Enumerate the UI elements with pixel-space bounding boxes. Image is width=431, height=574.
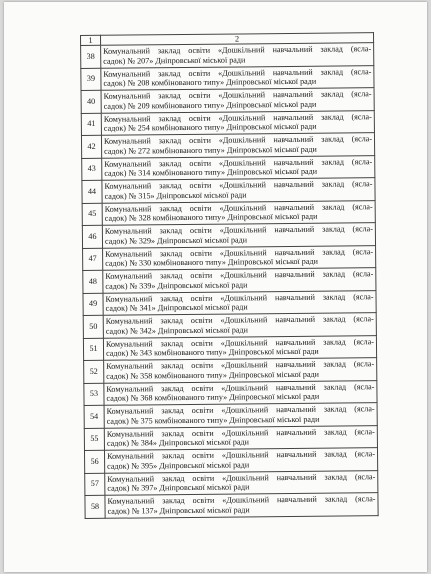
institution-name-line2: садок) № 315» Дніпровської міської ради [104,190,247,201]
institution-name [101,43,374,68]
institution-name-line1: Комунальний заклад освіти «Дошкільний навчальний заклад (ясла- [105,246,374,259]
table-row [81,133,374,158]
institution-name [104,380,377,405]
institution-name-line2: садок) № 341» Дніпровської міської ради [105,302,248,314]
institution-name-line2: садок) № 137» Дніпровської міської ради [107,505,250,516]
institution-name-line2: садок) № 208 комбінованого типу» Дніпровської міської ради [103,76,317,89]
institution-name-line2: садок) № 314 комбінованого типу» Дніпровської міської ради [104,166,318,179]
institution-name [103,290,376,315]
table-row [84,380,377,405]
row-number: 52 [84,360,104,383]
institution-name-line2: садок) № 375 комбінованого типу» Дніпровської міської ради [106,414,320,426]
institution-name-line1: Комунальний заклад освіти «Дошкільний навчальний заклад (ясла- [103,134,373,146]
document-page [4,2,427,572]
institution-name-line2: садок) № 395» Дніпровської міської ради [107,460,250,471]
institution-name [101,133,374,158]
institution-name-line1: Комунальний заклад освіти «Дошкільний навчальний заклад (ясла- [105,314,374,326]
institution-name-line2: садок) № 209 комбінованого типу» Дніпровської міської ради [103,99,317,111]
institution-name-line2: садок) № 272 комбінованого типу» Дніпровської міської ради [104,144,317,156]
table-row [84,425,377,450]
row-number: 49 [83,293,103,316]
row-number: 41 [81,113,101,136]
institution-name-line1: Комунальний заклад освіти «Дошкільний навчальний заклад (ясла- [103,44,372,56]
row-number: 56 [84,450,104,473]
row-number: 47 [83,248,103,271]
institution-name-line2: садок) № 368 комбінованого типу» Дніпровської міської ради [106,391,320,404]
institution-name [103,245,376,270]
institution-name [103,313,376,338]
header-col-name: 2 [101,33,374,46]
institution-name-line1: Комунальний заклад освіти «Дошкільний навчальний заклад (ясла- [106,426,375,439]
institution-name-line2: садок) № 384» Дніпровської міської ради [106,437,250,449]
institution-name [104,448,377,473]
table-row [83,245,376,270]
table-row [85,470,378,495]
row-number: 58 [85,495,105,518]
institution-name-line2: садок) № 397» Дніпровської міської ради [107,482,250,494]
institution-name-line1: Комунальний заклад освіти «Дошкільний навчальний заклад (ясла- [105,291,374,304]
institution-name-line2: садок) № 339» Дніпровської міської ради [105,280,248,291]
table-row [83,313,376,338]
institution-name [104,403,377,428]
institution-name [105,470,378,495]
table-row [84,403,377,428]
row-number: 54 [84,405,104,428]
row-number: 53 [84,383,104,406]
table-row [82,155,375,180]
table-row [83,335,376,360]
institution-name-line1: Комунальний заклад освіти «Дошкільний навчальний заклад (ясла- [103,89,372,101]
institution-name-line1: Комунальний заклад освіти «Дошкільний навчальний заклад (ясла- [104,224,373,236]
institution-name [102,200,375,225]
institution-name [101,65,374,90]
row-number: 44 [82,180,102,203]
table-row [85,493,378,518]
institution-name-line2: садок) № 330 комбінованого типу» Дніпровської міської ради [105,256,318,269]
table-row [81,43,374,68]
institution-name-line1: Комунальний заклад освіти «Дошкільний навчальний заклад (ясла- [107,471,376,484]
institution-name-line1: Комунальний заклад освіти «Дошкільний навчальний заклад (ясла- [107,494,376,506]
row-number: 50 [83,315,103,338]
table-row [82,200,375,225]
institution-name-line1: Комунальний заклад освіти «Дошкільний навчальний заклад (ясла- [103,111,372,124]
institution-name-line2: садок) № 328 комбінованого типу» Дніпровської міської ради [104,211,318,224]
institution-name-line1: Комунальний заклад освіти «Дошкільний навчальний заклад (ясла- [104,156,373,169]
row-number: 48 [83,270,103,293]
institution-name-line2: садок) № 254 комбінованого типу» Дніпровської міської ради [103,121,317,134]
row-number: 39 [81,68,101,91]
institution-name [102,155,375,180]
institution-name [105,493,378,518]
institutions-table [80,32,379,518]
institution-name [102,178,375,203]
institution-name [104,358,377,383]
row-number: 46 [82,225,102,248]
institution-name [101,88,374,113]
table-row [83,290,376,315]
row-number: 55 [84,428,104,451]
institution-name [103,335,376,360]
institution-name [103,268,376,293]
table-row [83,268,376,293]
institution-name [104,425,377,450]
row-number: 38 [81,45,101,68]
institution-name-line1: Комунальний заклад освіти «Дошкільний навчальний заклад (ясла- [106,359,375,371]
institution-name-line2: садок) № 207» Дніпровської міської ради [103,55,246,66]
institution-name-line1: Комунальний заклад освіти «Дошкільний навчальний заклад (ясла- [105,336,374,349]
row-number: 57 [85,473,105,496]
institution-name [102,223,375,248]
header-col-number: 1 [81,35,101,45]
institution-name-line1: Комунальний заклад освіти «Дошкільний навчальний заклад (ясла- [105,269,374,281]
institution-name-line1: Комунальний заклад освіти «Дошкільний навчальний заклад (ясла- [103,66,372,79]
table-row [84,448,377,473]
table-row [84,358,377,383]
table-row [81,88,374,113]
institution-name-line2: садок) № 343 комбінованого типу» Дніпровської міської ради [106,346,319,359]
institution-name-line2: садок) № 358 комбінованого типу» Дніпровської міської ради [106,369,320,381]
row-number: 42 [81,135,101,158]
institution-name-line1: Комунальний заклад освіти «Дошкільний навчальний заклад (ясла- [107,449,376,461]
institution-name-line1: Комунальний заклад освіти «Дошкільний навчальний заклад (ясла- [104,179,373,191]
row-number: 51 [83,338,103,361]
institution-name-line2: садок) № 329» Дніпровської міської ради [104,235,248,246]
institution-name-line1: Комунальний заклад освіти «Дошкільний навчальний заклад (ясла- [104,201,373,214]
institution-name-line1: Комунальний заклад освіти «Дошкільний навчальний заклад (ясла- [106,381,375,394]
row-number: 45 [82,203,102,226]
table-row [81,65,374,90]
row-number: 40 [81,90,101,113]
table-row [82,178,375,203]
institution-name-line2: садок) № 342» Дніпровської міської ради [105,325,248,336]
row-number: 43 [82,158,102,181]
table-row [81,110,374,135]
institution-name [101,110,374,135]
table-row [82,223,375,248]
institution-name-line1: Комунальний заклад освіти «Дошкільний навчальний заклад (ясла- [106,404,375,416]
